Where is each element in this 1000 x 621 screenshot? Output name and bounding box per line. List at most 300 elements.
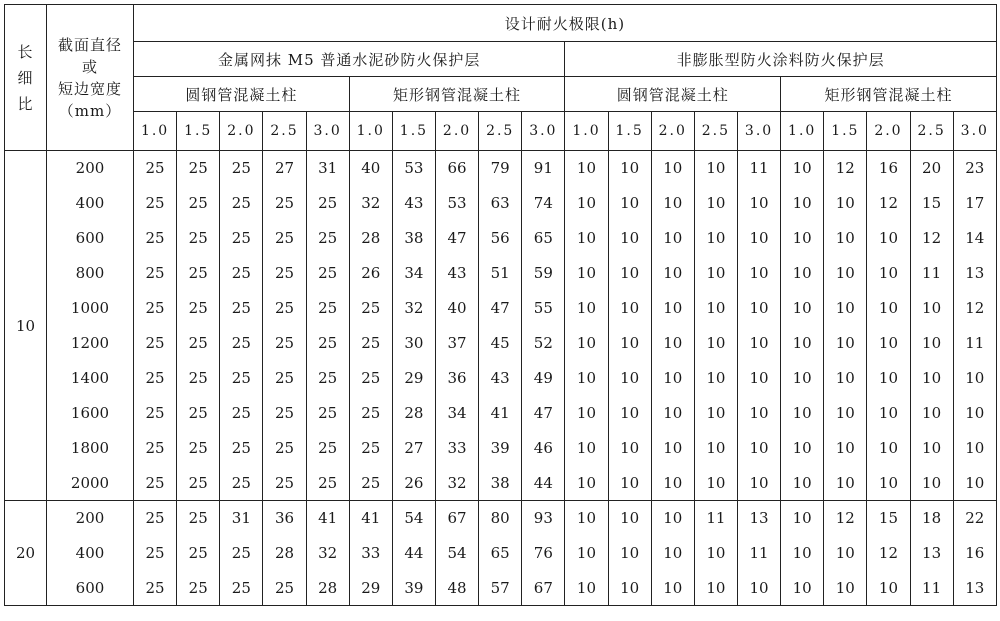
section-size-cell: 1400 (47, 361, 134, 396)
thickness-cell: 22 (953, 501, 996, 536)
thickness-cell: 25 (134, 186, 177, 221)
thickness-cell: 10 (651, 396, 694, 431)
thickness-cell: 10 (565, 466, 608, 501)
table-row (5, 326, 997, 361)
thickness-cell: 25 (220, 571, 263, 606)
thickness-cell: 25 (177, 361, 220, 396)
thickness-cell: 12 (910, 221, 953, 256)
thickness-cell: 12 (953, 291, 996, 326)
thickness-cell: 10 (824, 326, 867, 361)
section-size-cell: 200 (47, 501, 134, 536)
thickness-cell: 67 (522, 571, 565, 606)
slenderness-value: 20 (5, 501, 47, 606)
thickness-cell: 25 (220, 256, 263, 291)
thickness-cell: 53 (392, 151, 435, 186)
thickness-cell: 25 (177, 291, 220, 326)
thickness-cell: 47 (479, 291, 522, 326)
thickness-cell: 25 (134, 291, 177, 326)
thickness-cell: 10 (737, 571, 780, 606)
thickness-cell: 25 (220, 326, 263, 361)
thickness-cell: 41 (479, 396, 522, 431)
thickness-cell: 15 (910, 186, 953, 221)
thickness-cell: 10 (781, 361, 824, 396)
table-row (5, 536, 997, 571)
subgroup-header-rectangular: 矩形钢管混凝土柱 (349, 77, 565, 112)
slenderness-header (5, 5, 47, 151)
thickness-cell: 25 (263, 396, 306, 431)
thickness-cell: 10 (824, 431, 867, 466)
thickness-cell: 10 (608, 361, 651, 396)
thickness-cell: 25 (220, 466, 263, 501)
thickness-cell: 10 (781, 256, 824, 291)
thickness-cell: 11 (910, 256, 953, 291)
thickness-cell: 31 (306, 151, 349, 186)
thickness-cell: 10 (694, 151, 737, 186)
section-size-cell: 400 (47, 536, 134, 571)
thickness-cell: 41 (349, 501, 392, 536)
thickness-cell: 10 (824, 466, 867, 501)
thickness-cell: 25 (306, 361, 349, 396)
thickness-cell: 25 (306, 291, 349, 326)
thickness-cell: 25 (134, 501, 177, 536)
subgroup-header-circular: 圆钢管混凝土柱 (134, 77, 350, 112)
table-row (5, 186, 997, 221)
thickness-cell: 28 (263, 536, 306, 571)
thickness-cell: 10 (651, 186, 694, 221)
thickness-cell: 10 (565, 571, 608, 606)
subgroup-header-rectangular: 矩形钢管混凝土柱 (781, 77, 997, 112)
thickness-cell: 10 (565, 536, 608, 571)
thickness-cell: 25 (306, 396, 349, 431)
thickness-cell: 10 (824, 571, 867, 606)
thickness-cell: 10 (608, 326, 651, 361)
thickness-cell: 10 (565, 221, 608, 256)
thickness-cell: 36 (263, 501, 306, 536)
thickness-cell: 18 (910, 501, 953, 536)
thickness-cell: 10 (694, 186, 737, 221)
thickness-cell: 10 (781, 221, 824, 256)
thickness-cell: 17 (953, 186, 996, 221)
thickness-cell: 43 (392, 186, 435, 221)
thickness-cell: 25 (263, 431, 306, 466)
thickness-cell: 74 (522, 186, 565, 221)
thickness-cell: 25 (134, 326, 177, 361)
thickness-cell: 10 (608, 536, 651, 571)
thickness-cell: 25 (220, 221, 263, 256)
thickness-cell: 25 (306, 326, 349, 361)
thickness-cell: 25 (220, 291, 263, 326)
thickness-cell: 10 (694, 466, 737, 501)
thickness-cell: 10 (737, 466, 780, 501)
hour-header: 1.0 (565, 112, 608, 151)
thickness-cell: 25 (134, 466, 177, 501)
thickness-cell: 10 (953, 396, 996, 431)
section-size-cell: 1600 (47, 396, 134, 431)
hour-header: 2.5 (910, 112, 953, 151)
thickness-cell: 10 (694, 536, 737, 571)
thickness-cell: 10 (651, 151, 694, 186)
thickness-cell: 25 (349, 466, 392, 501)
hour-header: 1.0 (349, 112, 392, 151)
thickness-cell: 10 (953, 431, 996, 466)
table-row (5, 221, 997, 256)
thickness-cell: 25 (306, 221, 349, 256)
subgroup-header-circular: 圆钢管混凝土柱 (565, 77, 781, 112)
thickness-cell: 10 (953, 466, 996, 501)
hour-header: 1.0 (781, 112, 824, 151)
thickness-cell: 16 (867, 151, 910, 186)
thickness-cell: 10 (737, 396, 780, 431)
thickness-cell: 54 (392, 501, 435, 536)
thickness-cell: 10 (651, 361, 694, 396)
design-limit-header: 设计耐火极限(h) (134, 5, 997, 42)
thickness-cell: 25 (263, 326, 306, 361)
thickness-cell: 25 (220, 151, 263, 186)
thickness-cell: 27 (392, 431, 435, 466)
thickness-cell: 10 (781, 431, 824, 466)
thickness-cell: 40 (349, 151, 392, 186)
thickness-cell: 10 (608, 466, 651, 501)
thickness-cell: 12 (824, 501, 867, 536)
thickness-cell: 79 (479, 151, 522, 186)
thickness-cell: 10 (565, 431, 608, 466)
thickness-cell: 25 (349, 291, 392, 326)
thickness-cell: 28 (349, 221, 392, 256)
thickness-cell: 15 (867, 501, 910, 536)
thickness-cell: 45 (479, 326, 522, 361)
thickness-cell: 32 (392, 291, 435, 326)
table-row (5, 151, 997, 186)
thickness-cell: 10 (781, 326, 824, 361)
thickness-cell: 25 (177, 466, 220, 501)
thickness-cell: 10 (694, 571, 737, 606)
thickness-cell: 10 (781, 571, 824, 606)
hour-header: 2.0 (867, 112, 910, 151)
thickness-cell: 10 (651, 326, 694, 361)
thickness-cell: 25 (349, 431, 392, 466)
thickness-cell: 10 (867, 361, 910, 396)
thickness-cell: 10 (737, 431, 780, 466)
thickness-cell: 25 (263, 571, 306, 606)
thickness-cell: 47 (522, 396, 565, 431)
thickness-cell: 10 (910, 291, 953, 326)
table-header (5, 5, 997, 151)
thickness-cell: 10 (910, 466, 953, 501)
thickness-cell: 10 (867, 466, 910, 501)
thickness-cell: 10 (608, 186, 651, 221)
section-size-cell: 600 (47, 221, 134, 256)
thickness-cell: 10 (608, 501, 651, 536)
section-size-cell: 600 (47, 571, 134, 606)
thickness-cell: 10 (565, 291, 608, 326)
table-row (5, 361, 997, 396)
section-size-cell: 2000 (47, 466, 134, 501)
thickness-cell: 10 (824, 186, 867, 221)
thickness-cell: 10 (824, 396, 867, 431)
hour-header: 2.5 (263, 112, 306, 151)
thickness-cell: 44 (522, 466, 565, 501)
hour-header: 3.0 (953, 112, 996, 151)
thickness-cell: 10 (565, 326, 608, 361)
thickness-cell: 10 (737, 186, 780, 221)
thickness-cell: 25 (134, 256, 177, 291)
slenderness-char: 长 (17, 42, 34, 61)
section-header-line: 短边宽度 (57, 79, 122, 98)
section-size-cell: 1800 (47, 431, 134, 466)
thickness-cell: 10 (651, 571, 694, 606)
thickness-cell: 10 (651, 466, 694, 501)
thickness-cell: 10 (781, 501, 824, 536)
thickness-cell: 10 (867, 256, 910, 291)
hour-header: 1.5 (392, 112, 435, 151)
thickness-cell: 25 (177, 186, 220, 221)
thickness-cell: 26 (349, 256, 392, 291)
thickness-cell: 39 (479, 431, 522, 466)
thickness-cell: 53 (435, 186, 478, 221)
thickness-cell: 25 (134, 571, 177, 606)
thickness-cell: 25 (134, 221, 177, 256)
thickness-cell: 80 (479, 501, 522, 536)
thickness-cell: 11 (910, 571, 953, 606)
section-size-cell: 1000 (47, 291, 134, 326)
thickness-cell: 43 (479, 361, 522, 396)
table-row (5, 501, 997, 536)
thickness-cell: 49 (522, 361, 565, 396)
thickness-cell: 47 (435, 221, 478, 256)
thickness-cell: 10 (953, 361, 996, 396)
thickness-cell: 25 (263, 466, 306, 501)
group-header-mortar: 金属网抹 M5 普通水泥砂防火保护层 (134, 42, 565, 77)
thickness-cell: 25 (306, 466, 349, 501)
thickness-cell: 10 (737, 291, 780, 326)
thickness-cell: 28 (392, 396, 435, 431)
thickness-cell: 10 (651, 221, 694, 256)
thickness-cell: 13 (737, 501, 780, 536)
thickness-cell: 76 (522, 536, 565, 571)
thickness-cell: 25 (263, 361, 306, 396)
thickness-cell: 25 (263, 291, 306, 326)
thickness-cell: 13 (910, 536, 953, 571)
thickness-cell: 11 (694, 501, 737, 536)
thickness-cell: 10 (867, 326, 910, 361)
thickness-cell: 25 (349, 396, 392, 431)
thickness-cell: 10 (824, 536, 867, 571)
thickness-cell: 10 (867, 431, 910, 466)
thickness-cell: 25 (177, 326, 220, 361)
thickness-cell: 43 (435, 256, 478, 291)
thickness-cell: 25 (177, 396, 220, 431)
thickness-cell: 25 (177, 256, 220, 291)
thickness-cell: 20 (910, 151, 953, 186)
thickness-cell: 10 (781, 536, 824, 571)
thickness-cell: 10 (651, 256, 694, 291)
thickness-cell: 25 (134, 536, 177, 571)
hour-header: 2.0 (220, 112, 263, 151)
section-size-cell: 200 (47, 151, 134, 186)
table-row (5, 431, 997, 466)
table-row (5, 466, 997, 501)
thickness-cell: 10 (565, 396, 608, 431)
thickness-cell: 25 (177, 571, 220, 606)
thickness-cell: 46 (522, 431, 565, 466)
thickness-cell: 55 (522, 291, 565, 326)
thickness-cell: 10 (651, 501, 694, 536)
section-size-cell: 400 (47, 186, 134, 221)
thickness-cell: 29 (349, 571, 392, 606)
thickness-cell: 44 (392, 536, 435, 571)
thickness-cell: 25 (306, 186, 349, 221)
hour-header: 2.5 (694, 112, 737, 151)
thickness-cell: 65 (479, 536, 522, 571)
thickness-cell: 13 (953, 571, 996, 606)
thickness-cell: 16 (953, 536, 996, 571)
thickness-cell: 25 (349, 326, 392, 361)
hour-header: 1.5 (824, 112, 867, 151)
thickness-cell: 25 (134, 431, 177, 466)
thickness-cell: 48 (435, 571, 478, 606)
thickness-cell: 39 (392, 571, 435, 606)
thickness-cell: 57 (479, 571, 522, 606)
thickness-cell: 28 (306, 571, 349, 606)
thickness-cell: 10 (867, 571, 910, 606)
thickness-cell: 38 (479, 466, 522, 501)
thickness-cell: 10 (565, 256, 608, 291)
thickness-cell: 10 (867, 396, 910, 431)
thickness-cell: 14 (953, 221, 996, 256)
hour-header: 1.5 (608, 112, 651, 151)
thickness-cell: 38 (392, 221, 435, 256)
thickness-cell: 11 (953, 326, 996, 361)
thickness-cell: 29 (392, 361, 435, 396)
thickness-cell: 25 (177, 536, 220, 571)
thickness-cell: 10 (694, 431, 737, 466)
table-row (5, 291, 997, 326)
thickness-cell: 10 (608, 151, 651, 186)
thickness-cell: 10 (651, 291, 694, 326)
thickness-cell: 10 (608, 431, 651, 466)
thickness-cell: 32 (435, 466, 478, 501)
thickness-cell: 59 (522, 256, 565, 291)
thickness-cell: 25 (220, 396, 263, 431)
thickness-cell: 10 (781, 186, 824, 221)
hour-header: 2.0 (435, 112, 478, 151)
section-header-line: 或 (81, 57, 98, 76)
fire-protection-table (4, 4, 997, 606)
thickness-cell: 13 (953, 256, 996, 291)
fire-protection-table-sheet (4, 4, 996, 616)
thickness-cell: 63 (479, 186, 522, 221)
thickness-cell: 12 (867, 186, 910, 221)
hour-header: 2.0 (651, 112, 694, 151)
thickness-cell: 25 (349, 361, 392, 396)
thickness-cell: 10 (910, 431, 953, 466)
thickness-cell: 34 (392, 256, 435, 291)
thickness-cell: 26 (392, 466, 435, 501)
thickness-cell: 10 (781, 466, 824, 501)
thickness-cell: 25 (177, 221, 220, 256)
thickness-cell: 10 (781, 396, 824, 431)
thickness-cell: 10 (737, 326, 780, 361)
thickness-cell: 25 (177, 501, 220, 536)
thickness-cell: 23 (953, 151, 996, 186)
section-size-cell: 800 (47, 256, 134, 291)
hour-header: 3.0 (306, 112, 349, 151)
thickness-cell: 10 (694, 256, 737, 291)
thickness-cell: 41 (306, 501, 349, 536)
thickness-cell: 10 (824, 256, 867, 291)
thickness-cell: 91 (522, 151, 565, 186)
thickness-cell: 25 (134, 396, 177, 431)
thickness-cell: 10 (608, 256, 651, 291)
thickness-cell: 25 (306, 431, 349, 466)
thickness-cell: 25 (263, 186, 306, 221)
thickness-cell: 12 (867, 536, 910, 571)
thickness-cell: 10 (608, 221, 651, 256)
thickness-cell: 36 (435, 361, 478, 396)
thickness-cell: 25 (263, 221, 306, 256)
thickness-cell: 25 (220, 536, 263, 571)
thickness-cell: 32 (306, 536, 349, 571)
thickness-cell: 10 (694, 221, 737, 256)
thickness-cell: 37 (435, 326, 478, 361)
thickness-cell: 33 (349, 536, 392, 571)
thickness-cell: 65 (522, 221, 565, 256)
thickness-cell: 10 (565, 361, 608, 396)
thickness-cell: 10 (608, 291, 651, 326)
thickness-cell: 66 (435, 151, 478, 186)
thickness-cell: 10 (867, 291, 910, 326)
thickness-cell: 34 (435, 396, 478, 431)
thickness-cell: 25 (220, 431, 263, 466)
hour-header: 3.0 (522, 112, 565, 151)
section-header-line: （mm） (58, 101, 122, 120)
thickness-cell: 25 (177, 151, 220, 186)
thickness-cell: 25 (306, 256, 349, 291)
thickness-cell: 10 (694, 326, 737, 361)
hour-header: 2.5 (479, 112, 522, 151)
thickness-cell: 10 (608, 396, 651, 431)
thickness-cell: 10 (824, 291, 867, 326)
thickness-cell: 31 (220, 501, 263, 536)
thickness-cell: 25 (134, 361, 177, 396)
thickness-cell: 51 (479, 256, 522, 291)
thickness-cell: 67 (435, 501, 478, 536)
thickness-cell: 25 (134, 151, 177, 186)
section-size-cell: 1200 (47, 326, 134, 361)
table-row (5, 256, 997, 291)
thickness-cell: 10 (651, 431, 694, 466)
thickness-cell: 52 (522, 326, 565, 361)
thickness-cell: 56 (479, 221, 522, 256)
thickness-cell: 12 (824, 151, 867, 186)
thickness-cell: 10 (824, 361, 867, 396)
thickness-cell: 10 (867, 221, 910, 256)
section-header-line: 截面直径 (57, 35, 122, 54)
thickness-cell: 10 (737, 221, 780, 256)
thickness-cell: 25 (220, 186, 263, 221)
table-row (5, 396, 997, 431)
thickness-cell: 40 (435, 291, 478, 326)
hour-header: 1.5 (177, 112, 220, 151)
thickness-cell: 30 (392, 326, 435, 361)
hour-header: 1.0 (134, 112, 177, 151)
thickness-cell: 93 (522, 501, 565, 536)
thickness-cell: 10 (910, 361, 953, 396)
thickness-cell: 10 (694, 361, 737, 396)
section-header (47, 5, 134, 151)
thickness-cell: 10 (781, 151, 824, 186)
thickness-cell: 10 (651, 536, 694, 571)
